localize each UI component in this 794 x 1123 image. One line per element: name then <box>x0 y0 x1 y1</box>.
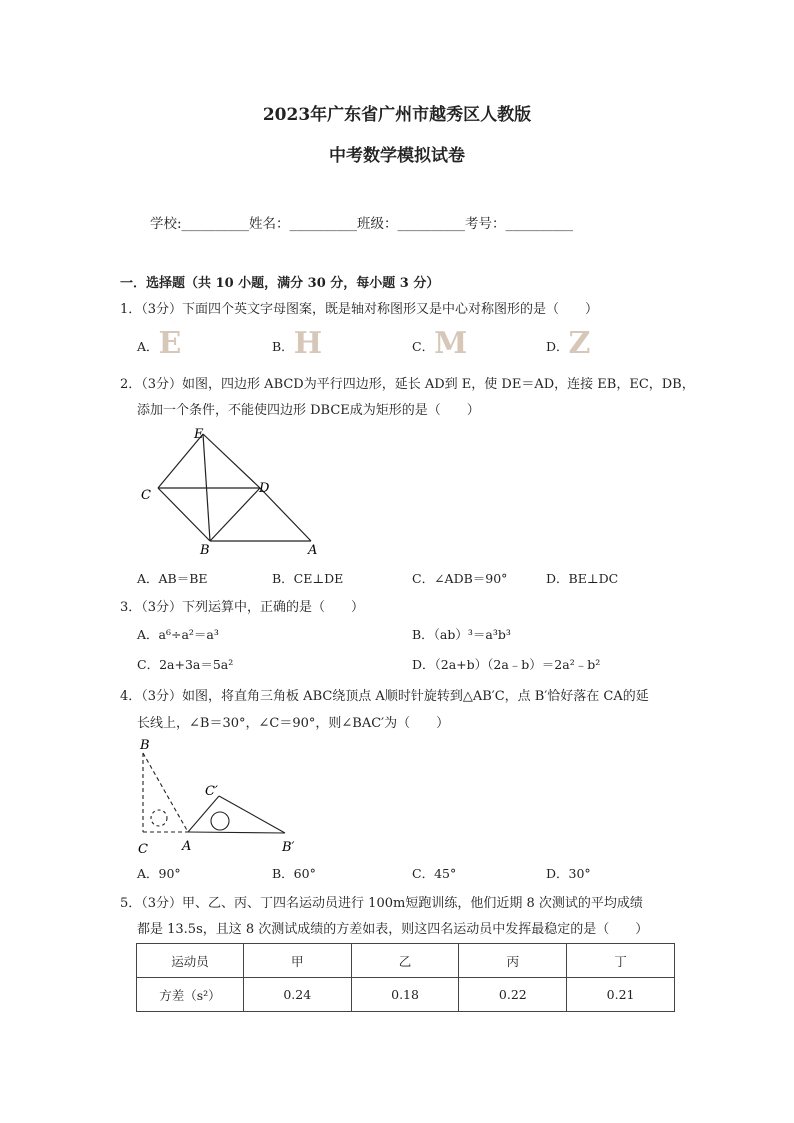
table-header-cell: 丁 <box>567 944 675 978</box>
q2-option-b: B．CE⊥DE <box>272 571 344 586</box>
table-header-cell: 运动员 <box>137 944 244 978</box>
option-label: C． <box>412 339 435 354</box>
q1-option-c <box>412 326 467 361</box>
question-2-line1: 2．（3分）如图，四边形 ABCD为平行四边形，延长 AD到 E，使 DE＝AD，连接 EB，EC，DB， <box>120 377 695 392</box>
label-c: C <box>138 842 148 857</box>
label-e: E <box>194 427 204 442</box>
question-3-text: 3．（3分）下列运算中，正确的是（ ） <box>120 600 365 615</box>
q4-option-a: A．90° <box>137 866 181 881</box>
q4-option-d: D．30° <box>546 866 591 881</box>
q1-option-b <box>272 326 322 361</box>
student-info-line: 学校:__________姓名：__________班级：__________考号：__________ <box>150 216 574 232</box>
table-cell: 0.24 <box>243 978 351 1012</box>
table-cell: 0.22 <box>459 978 567 1012</box>
q2-parallelogram-figure <box>130 420 330 560</box>
table-cell: 0.21 <box>567 978 675 1012</box>
q2-option-c: C．∠ADB＝90° <box>412 571 508 586</box>
label-a: A <box>182 839 192 854</box>
q3-option-a: A．a⁶÷a²＝a³ <box>137 627 219 642</box>
q1-option-d <box>546 326 590 361</box>
question-4-line1: 4．（3分）如图，将直角三角板 ABC绕顶点 A顺时针旋转到△AB′C，点 B′恰好落在 CA的延 <box>120 689 649 704</box>
letter-z-image: Z <box>568 326 591 361</box>
section-heading: 一．选择题（共 10 小题，满分 30 分，每小题 3 分） <box>120 276 440 291</box>
variance-table <box>136 943 675 1012</box>
q3-option-d: D．（2a+b）（2a﹣b）＝2a²﹣b² <box>412 657 601 672</box>
q3-option-b: B．（ab）³＝a³b³ <box>412 627 511 642</box>
option-label: D． <box>546 339 569 354</box>
label-b: B <box>200 543 210 558</box>
q4-option-c: C．45° <box>412 866 457 881</box>
label-b-prime: B′ <box>282 840 295 855</box>
table-row <box>137 978 675 1012</box>
q3-option-c: C．2a+3a＝5a² <box>137 657 234 672</box>
table-header-cell: 乙 <box>351 944 459 978</box>
question-5-line1: 5．（3分）甲、乙、丙、丁四名运动员进行 100m短跑训练，他们近期 8 次测试的平均成绩 <box>120 896 643 911</box>
letter-m-image: M <box>434 326 468 361</box>
q1-option-a <box>137 326 181 361</box>
q4-option-b: B．60° <box>272 866 316 881</box>
exam-title-line2: 中考数学模拟试卷 <box>329 146 465 166</box>
q4-triangle-figure <box>130 735 310 860</box>
table-cell: 方差（s²） <box>137 978 244 1012</box>
label-a: A <box>308 543 318 558</box>
label-d: D <box>259 481 270 496</box>
label-c: C <box>141 488 151 503</box>
letter-h-image: H <box>293 326 323 361</box>
table-header-cell: 丙 <box>459 944 567 978</box>
option-label: A． <box>137 339 159 354</box>
table-header-row <box>137 944 675 978</box>
letter-e-image: E <box>158 326 182 361</box>
question-4-line2: 长线上，∠B＝30°，∠C＝90°，则∠BAC′为（ ） <box>137 716 450 731</box>
exam-title-line1: 2023年广东省广州市越秀区人教版 <box>262 105 532 125</box>
table-cell: 0.18 <box>351 978 459 1012</box>
option-label: B． <box>272 339 294 354</box>
q2-option-a: A．AB＝BE <box>137 571 208 586</box>
label-c-prime: C′ <box>205 784 218 799</box>
question-2-line2: 添加一个条件，不能使四边形 DBCE成为矩形的是（ ） <box>137 403 480 418</box>
question-5-line2: 都是 13.5s，且这 8 次测试成绩的方差如表，则这四名运动员中发挥最稳定的是（ ） <box>137 922 649 937</box>
label-b: B <box>140 738 150 753</box>
table-header-cell: 甲 <box>243 944 351 978</box>
q2-option-d: D．BE⊥DC <box>546 571 619 586</box>
question-1-text: 1．（3分）下面四个英文字母图案，既是轴对称图形又是中心对称图形的是（ ） <box>120 302 599 317</box>
